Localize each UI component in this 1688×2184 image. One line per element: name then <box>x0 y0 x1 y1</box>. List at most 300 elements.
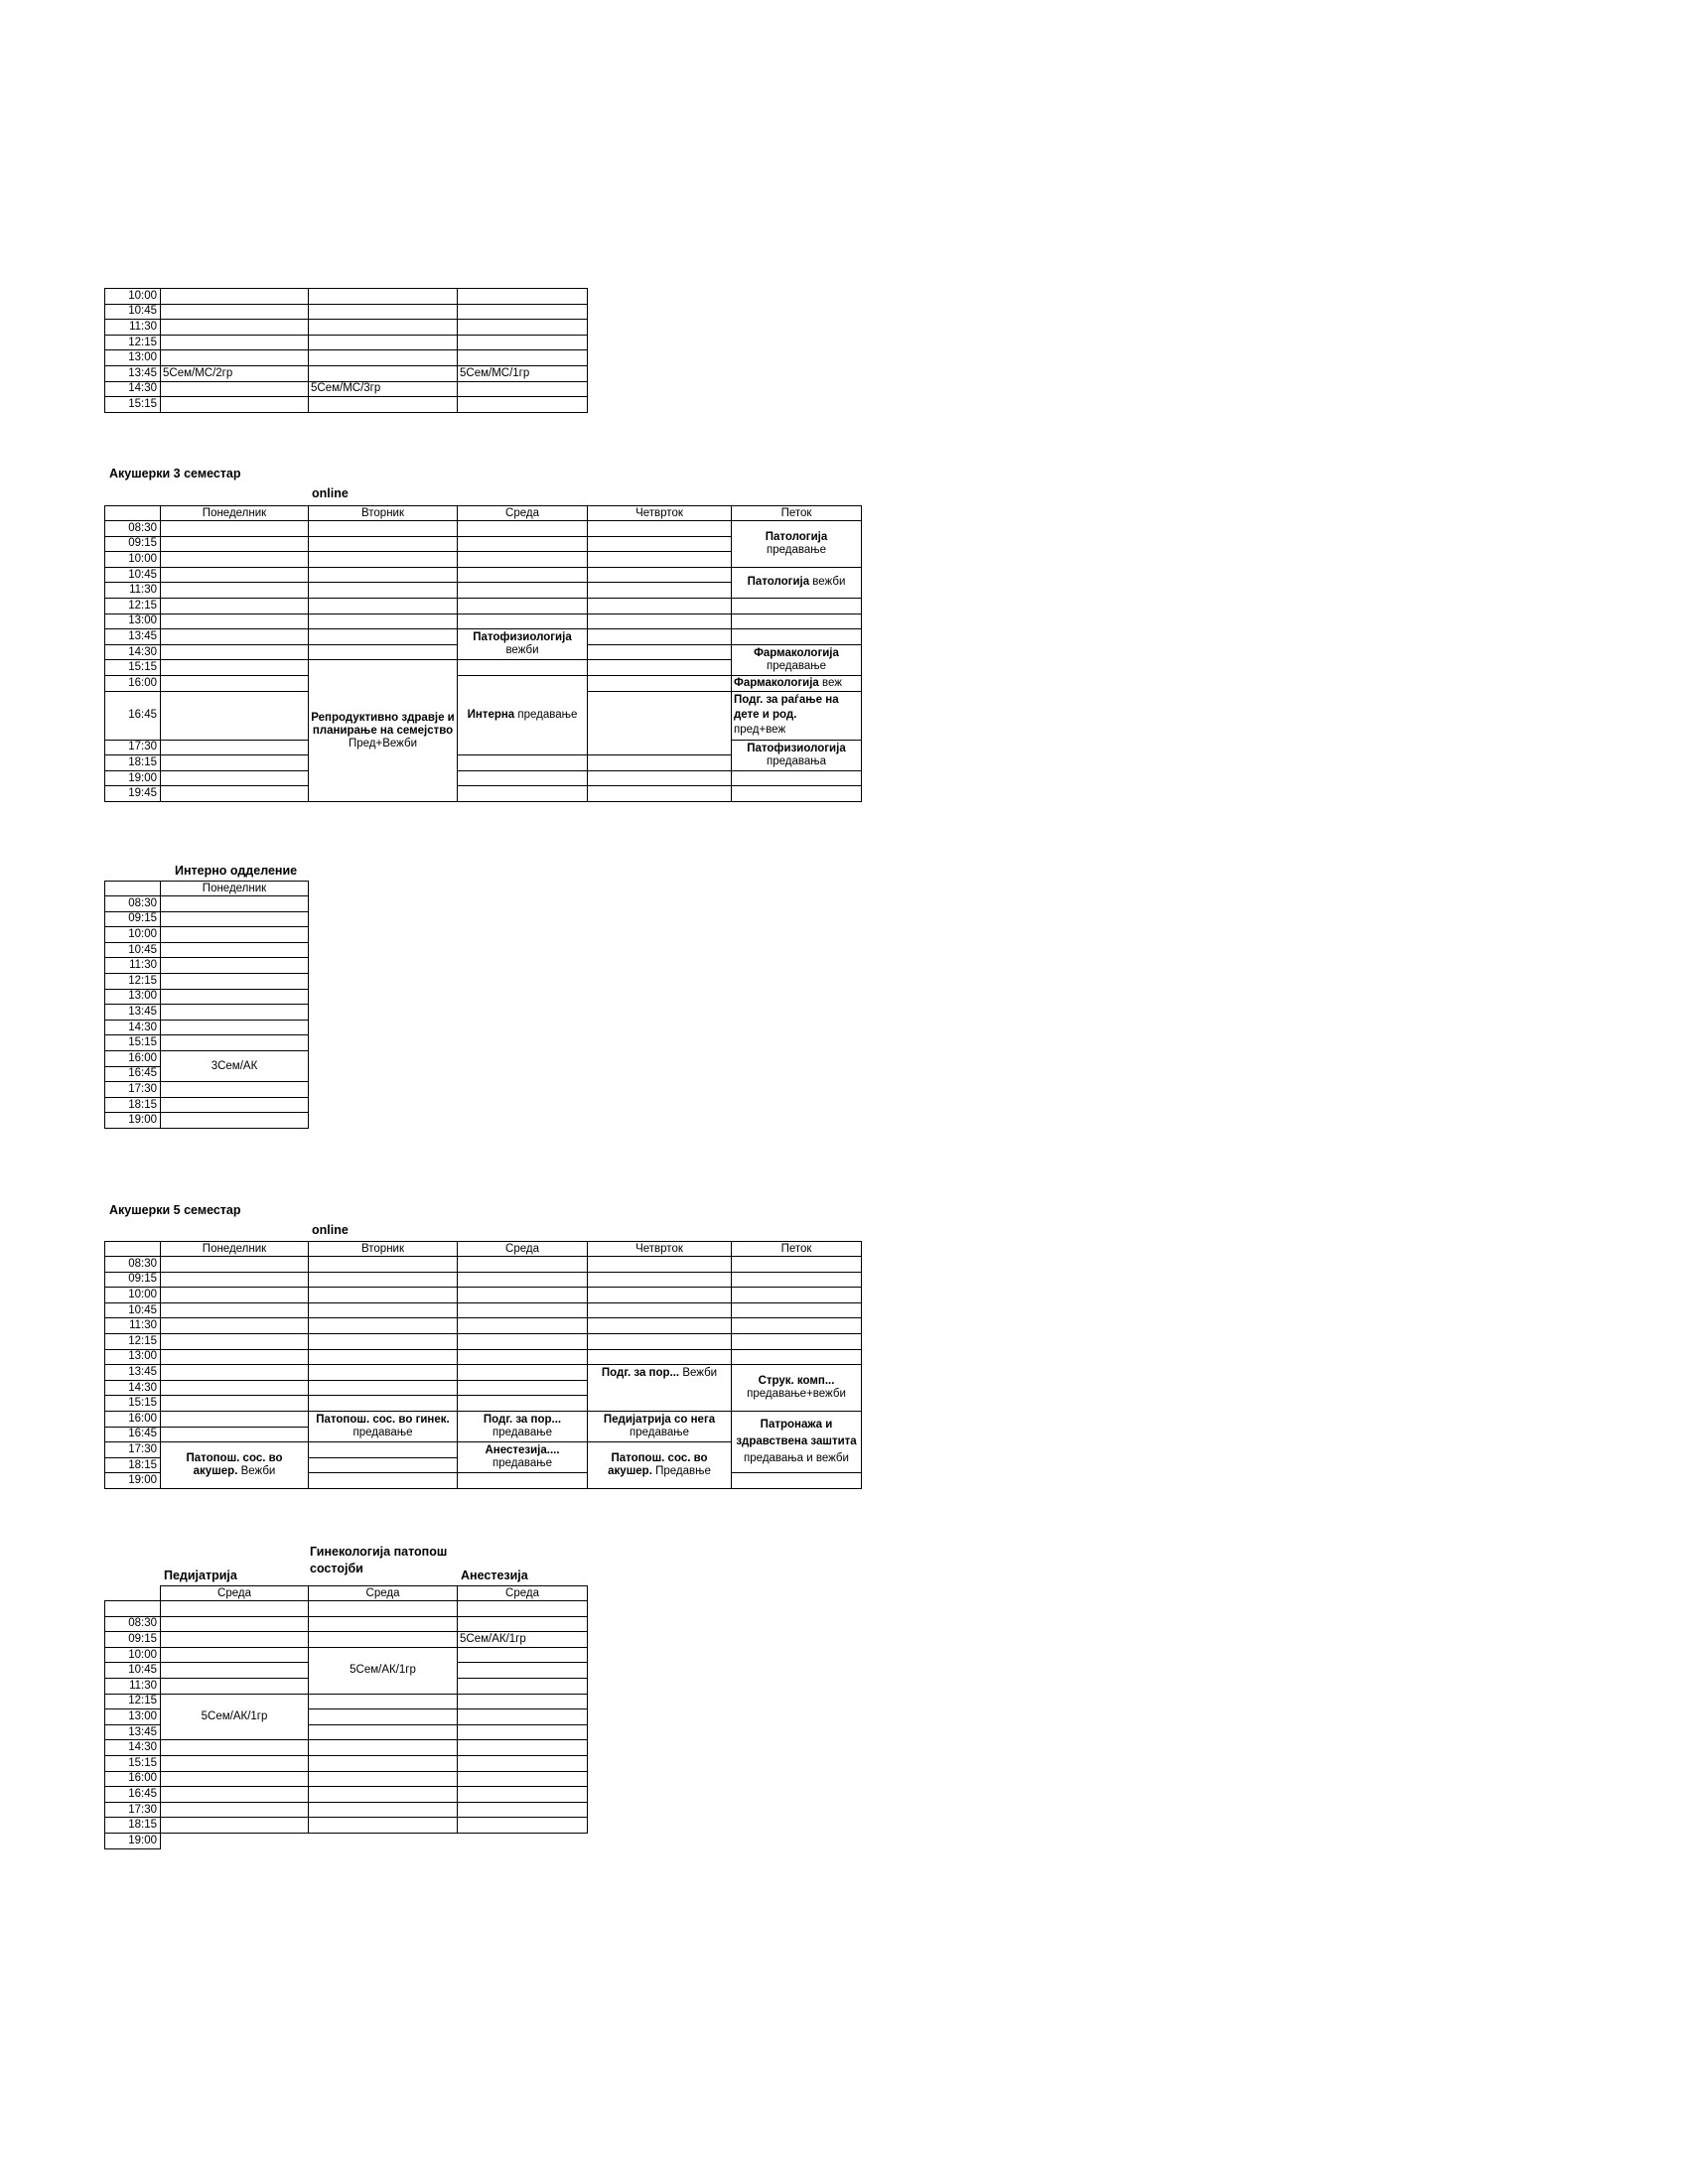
time-cell: 13:00 <box>105 1349 161 1365</box>
time-cell: 16:45 <box>105 1787 161 1803</box>
empty-cell <box>161 1678 309 1694</box>
empty-cell <box>458 1833 588 1848</box>
empty-cell <box>458 1396 588 1412</box>
table-row <box>105 989 309 1005</box>
empty-cell <box>309 320 458 336</box>
table-row <box>105 1050 309 1066</box>
empty-cell <box>161 1082 309 1098</box>
empty-cell <box>161 598 309 614</box>
time-cell: 11:30 <box>105 583 161 599</box>
time-cell: 13:45 <box>105 629 161 645</box>
class-name: Интерна <box>467 709 515 722</box>
empty-cell <box>309 1833 458 1848</box>
empty-cell <box>732 1333 862 1349</box>
class-cell <box>732 675 862 691</box>
table-row <box>105 942 309 958</box>
empty-cell <box>105 1601 161 1617</box>
table-row <box>105 1616 588 1632</box>
class-cell <box>309 660 458 802</box>
empty-cell <box>309 552 458 568</box>
table-row <box>105 1771 588 1787</box>
time-cell: 10:00 <box>105 289 161 305</box>
class-type: предавање <box>767 659 826 672</box>
time-cell: 18:15 <box>105 1457 161 1473</box>
empty-cell <box>161 1020 309 1035</box>
empty-cell <box>458 381 588 397</box>
empty-cell <box>309 1473 458 1489</box>
empty-cell <box>161 942 309 958</box>
empty-cell <box>458 1663 588 1679</box>
top-schedule-table <box>104 288 588 413</box>
empty-cell <box>588 521 732 537</box>
empty-cell <box>309 1333 458 1349</box>
class-type: предавање <box>767 543 826 556</box>
empty-cell <box>458 567 588 583</box>
time-cell: 11:30 <box>105 1678 161 1694</box>
class-cell <box>732 1365 862 1412</box>
day-header: Среда <box>458 1586 588 1601</box>
class-type: предавања <box>767 754 826 767</box>
empty-cell <box>458 1616 588 1632</box>
empty-cell <box>161 521 309 537</box>
empty-cell <box>732 1473 862 1489</box>
empty-cell <box>458 1349 588 1365</box>
empty-cell <box>161 583 309 599</box>
empty-cell <box>588 552 732 568</box>
class-name: Репродуктивно здравје и планирање на семејство <box>311 711 455 737</box>
empty-cell <box>458 1318 588 1334</box>
empty-cell <box>458 1365 588 1381</box>
empty-cell <box>588 644 732 660</box>
empty-cell <box>588 598 732 614</box>
empty-cell <box>309 1632 458 1648</box>
empty-cell <box>309 521 458 537</box>
empty-cell <box>161 644 309 660</box>
empty-cell <box>732 614 862 629</box>
empty-cell <box>309 536 458 552</box>
empty-cell <box>309 629 458 645</box>
empty-cell <box>309 304 458 320</box>
empty-cell <box>458 1333 588 1349</box>
class-cell <box>732 691 862 740</box>
time-cell: 13:45 <box>105 365 161 381</box>
empty-cell <box>161 1396 309 1412</box>
empty-cell <box>588 1272 732 1288</box>
empty-cell <box>458 1787 588 1803</box>
empty-cell <box>309 1272 458 1288</box>
time-cell: 11:30 <box>105 320 161 336</box>
table-row <box>105 1601 588 1617</box>
class-cell: 5Сем/АК/1гр <box>458 1632 588 1648</box>
class-cell: 5Сем/МС/3гр <box>309 381 458 397</box>
empty-cell <box>161 675 309 691</box>
sem3-title: Акушерки 3 семестар <box>109 467 241 480</box>
empty-cell <box>588 1257 732 1273</box>
time-cell: 11:30 <box>105 1318 161 1334</box>
empty-cell <box>458 1257 588 1273</box>
table-row <box>105 1787 588 1803</box>
empty-cell <box>458 1302 588 1318</box>
table-row <box>105 598 862 614</box>
empty-cell <box>458 1802 588 1818</box>
time-cell: 14:30 <box>105 644 161 660</box>
table-row <box>105 927 309 943</box>
time-cell: 16:00 <box>105 1771 161 1787</box>
time-cell: 16:00 <box>105 1411 161 1427</box>
time-cell: 16:45 <box>105 1427 161 1442</box>
time-cell: 17:30 <box>105 1442 161 1458</box>
table-row <box>105 896 309 912</box>
class-cell <box>732 521 862 568</box>
time-cell: 12:15 <box>105 598 161 614</box>
empty-cell <box>309 567 458 583</box>
table-row <box>105 1318 862 1334</box>
empty-cell <box>588 536 732 552</box>
empty-cell <box>161 770 309 786</box>
day-header: Среда <box>309 1586 458 1601</box>
time-cell: 19:00 <box>105 1113 161 1129</box>
table-row <box>105 381 588 397</box>
empty-cell <box>161 1601 309 1617</box>
empty-cell <box>732 629 862 645</box>
time-cell: 10:00 <box>105 927 161 943</box>
empty-cell <box>161 320 309 336</box>
table-row <box>105 320 588 336</box>
time-cell: 19:00 <box>105 1833 161 1848</box>
empty-cell <box>732 1257 862 1273</box>
empty-cell <box>458 1818 588 1834</box>
time-cell: 16:00 <box>105 1050 161 1066</box>
class-cell <box>458 675 588 754</box>
day-header: Среда <box>161 1586 309 1601</box>
bottom-col3-title: Анестезија <box>461 1569 528 1582</box>
sem5-title: Акушерки 5 семестар <box>109 1203 241 1217</box>
empty-cell <box>161 1272 309 1288</box>
class-cell <box>732 740 862 770</box>
time-cell: 09:15 <box>105 911 161 927</box>
table-row <box>105 1288 862 1303</box>
empty-cell <box>732 1272 862 1288</box>
empty-cell <box>161 304 309 320</box>
interno-title: Интерно одделение <box>175 864 298 878</box>
empty-cell <box>458 583 588 599</box>
empty-cell <box>161 536 309 552</box>
class-cell <box>458 1442 588 1473</box>
empty-cell <box>309 1755 458 1771</box>
empty-cell <box>588 675 732 691</box>
empty-cell <box>161 1333 309 1349</box>
empty-cell <box>161 1349 309 1365</box>
class-type: предавање <box>630 1427 689 1439</box>
empty-cell <box>161 614 309 629</box>
empty-cell <box>458 335 588 350</box>
table-row <box>105 1833 588 1848</box>
empty-cell <box>161 552 309 568</box>
time-cell: 17:30 <box>105 740 161 755</box>
empty-cell <box>732 1349 862 1365</box>
empty-cell <box>458 304 588 320</box>
empty-cell <box>309 1802 458 1818</box>
table-row <box>105 365 588 381</box>
empty-cell <box>309 335 458 350</box>
empty-cell <box>458 786 588 802</box>
class-type: предавања и вежби <box>744 1452 849 1465</box>
empty-cell <box>458 350 588 366</box>
bottom-col2-title: Гинекологија патопош состојби <box>310 1545 448 1575</box>
class-name: Патологија <box>747 576 810 589</box>
day-header: Петок <box>732 506 862 521</box>
empty-cell <box>309 1380 458 1396</box>
sem5-schedule-table <box>104 1241 862 1489</box>
empty-cell <box>458 755 588 771</box>
time-cell: 10:00 <box>105 1647 161 1663</box>
empty-cell <box>309 1302 458 1318</box>
table-row <box>105 1647 588 1663</box>
empty-cell <box>458 770 588 786</box>
time-cell: 18:15 <box>105 1818 161 1834</box>
empty-cell <box>161 289 309 305</box>
empty-cell <box>161 1035 309 1051</box>
empty-cell <box>588 660 732 676</box>
table-row <box>105 973 309 989</box>
class-name: Патронажа и здравствена заштита <box>736 1419 857 1448</box>
empty-cell <box>309 614 458 629</box>
empty-cell <box>458 1272 588 1288</box>
time-cell: 17:30 <box>105 1802 161 1818</box>
corner-cell <box>105 506 161 521</box>
empty-cell <box>458 397 588 413</box>
class-cell <box>458 1411 588 1441</box>
day-header: Вторник <box>309 1242 458 1257</box>
table-row <box>105 1818 588 1834</box>
class-name: Подг. за пор... <box>483 1414 562 1427</box>
empty-cell <box>309 397 458 413</box>
time-cell: 16:00 <box>105 675 161 691</box>
empty-cell <box>309 1601 458 1617</box>
table-row <box>105 958 309 974</box>
empty-cell <box>458 614 588 629</box>
empty-cell <box>161 1097 309 1113</box>
corner-cell <box>105 1242 161 1257</box>
empty-cell <box>309 1709 458 1725</box>
empty-cell <box>161 629 309 645</box>
time-cell: 19:00 <box>105 770 161 786</box>
class-type: предавање <box>514 709 578 722</box>
empty-cell <box>161 1755 309 1771</box>
table-row <box>105 1097 309 1113</box>
empty-cell <box>732 1318 862 1334</box>
empty-cell <box>161 397 309 413</box>
class-type: Вежби <box>237 1465 276 1478</box>
empty-cell <box>309 1787 458 1803</box>
empty-cell <box>161 1302 309 1318</box>
sem5-online-label: online <box>312 1223 349 1237</box>
empty-cell <box>309 365 458 381</box>
class-type: предавање <box>352 1427 413 1439</box>
day-header: Вторник <box>309 506 458 521</box>
empty-cell <box>161 335 309 350</box>
class-name: Патопош. сос. во акушер. <box>186 1452 283 1478</box>
empty-cell <box>732 598 862 614</box>
empty-cell <box>458 1694 588 1709</box>
day-header: Среда <box>458 1242 588 1257</box>
empty-cell <box>161 1005 309 1021</box>
time-cell: 13:00 <box>105 989 161 1005</box>
empty-cell <box>458 320 588 336</box>
time-cell: 14:30 <box>105 1380 161 1396</box>
corner-cell <box>105 882 161 896</box>
table-row <box>105 567 862 583</box>
time-cell: 10:45 <box>105 1302 161 1318</box>
day-header: Понеделник <box>161 882 309 896</box>
time-cell: 15:15 <box>105 1396 161 1412</box>
empty-cell <box>588 786 732 802</box>
empty-cell <box>458 1601 588 1617</box>
empty-cell <box>458 289 588 305</box>
empty-cell <box>458 1709 588 1725</box>
day-header: Четврток <box>588 506 732 521</box>
table-row <box>105 614 862 629</box>
time-cell: 13:45 <box>105 1724 161 1740</box>
empty-cell <box>161 1663 309 1679</box>
time-cell: 14:30 <box>105 1020 161 1035</box>
empty-cell <box>309 1818 458 1834</box>
table-row <box>105 397 588 413</box>
empty-cell <box>161 1616 309 1632</box>
table-row <box>105 1302 862 1318</box>
table-row <box>105 911 309 927</box>
class-name: Фармакологија <box>754 646 839 659</box>
table-row <box>105 1411 862 1427</box>
empty-cell <box>458 521 588 537</box>
table-row <box>105 1272 862 1288</box>
time-cell: 10:45 <box>105 304 161 320</box>
class-name: Патопош. сос. во акушер. <box>608 1452 708 1478</box>
empty-cell <box>588 1318 732 1334</box>
table-row <box>105 1740 588 1756</box>
class-cell <box>588 1365 732 1412</box>
empty-cell <box>458 1755 588 1771</box>
empty-cell <box>309 1724 458 1740</box>
time-cell: 13:45 <box>105 1365 161 1381</box>
empty-cell <box>588 567 732 583</box>
table-row <box>105 1349 862 1365</box>
day-header: Среда <box>458 506 588 521</box>
time-cell: 09:15 <box>105 536 161 552</box>
empty-cell <box>161 1318 309 1334</box>
time-cell: 15:15 <box>105 397 161 413</box>
empty-cell <box>161 786 309 802</box>
empty-cell <box>588 770 732 786</box>
empty-cell <box>588 1349 732 1365</box>
time-cell: 19:45 <box>105 786 161 802</box>
time-cell: 10:45 <box>105 1663 161 1679</box>
time-cell: 13:00 <box>105 1709 161 1725</box>
interno-schedule-table <box>104 881 309 1129</box>
time-cell: 09:15 <box>105 1632 161 1648</box>
table-row <box>105 1257 862 1273</box>
empty-cell <box>458 1678 588 1694</box>
class-name: Фармакологија <box>734 676 819 689</box>
time-cell: 08:30 <box>105 521 161 537</box>
time-cell: 08:30 <box>105 1616 161 1632</box>
class-cell <box>458 629 588 660</box>
table-row <box>105 1365 862 1381</box>
empty-cell <box>161 1632 309 1648</box>
empty-cell <box>588 614 732 629</box>
table-row <box>105 1632 588 1648</box>
empty-cell <box>588 629 732 645</box>
table-row <box>105 304 588 320</box>
table-header-row <box>105 1242 862 1257</box>
empty-cell <box>732 770 862 786</box>
corner-cell <box>105 1586 161 1601</box>
day-header: Понеделник <box>161 506 309 521</box>
time-cell: 16:45 <box>105 691 161 740</box>
empty-cell <box>309 1616 458 1632</box>
table-row <box>105 1035 309 1051</box>
class-cell <box>732 567 862 598</box>
class-cell: 5Сем/МС/1гр <box>458 365 588 381</box>
class-name: Анестезија.... <box>485 1444 560 1457</box>
empty-cell <box>458 552 588 568</box>
class-cell <box>161 1442 309 1489</box>
time-cell: 10:00 <box>105 1288 161 1303</box>
empty-cell <box>309 1442 458 1458</box>
class-cell: 5Сем/АК/1гр <box>309 1647 458 1694</box>
empty-cell <box>161 1740 309 1756</box>
class-name: Педијатрија со нега <box>603 1414 716 1427</box>
class-type: веж <box>818 676 842 689</box>
table-row <box>105 289 588 305</box>
class-name: Патофизиологија <box>747 742 846 754</box>
class-type: пред+веж <box>734 724 786 737</box>
empty-cell <box>161 567 309 583</box>
time-cell: 15:15 <box>105 1035 161 1051</box>
day-header: Петок <box>732 1242 862 1257</box>
empty-cell <box>458 660 588 676</box>
table-row <box>105 1005 309 1021</box>
empty-cell <box>161 1113 309 1129</box>
table-row <box>105 1020 309 1035</box>
empty-cell <box>161 1787 309 1803</box>
empty-cell <box>309 1457 458 1473</box>
bottom-col1-title: Педијатрија <box>164 1569 237 1582</box>
table-row <box>105 1694 588 1709</box>
class-type: Вежби <box>679 1367 718 1380</box>
empty-cell <box>309 289 458 305</box>
empty-cell <box>588 583 732 599</box>
table-row <box>105 521 862 537</box>
time-cell: 14:30 <box>105 1740 161 1756</box>
empty-cell <box>458 1473 588 1489</box>
empty-cell <box>588 1333 732 1349</box>
class-name: Патофизиологија <box>473 631 572 644</box>
time-cell: 08:30 <box>105 1257 161 1273</box>
sem3-online-label: online <box>312 486 349 500</box>
sem3-schedule-table <box>104 505 862 802</box>
empty-cell <box>732 1288 862 1303</box>
time-cell: 12:15 <box>105 1694 161 1709</box>
empty-cell <box>309 644 458 660</box>
empty-cell <box>309 1288 458 1303</box>
empty-cell <box>458 1740 588 1756</box>
table-header-row <box>105 882 309 896</box>
empty-cell <box>309 583 458 599</box>
empty-cell <box>588 755 732 771</box>
time-cell: 09:15 <box>105 1272 161 1288</box>
class-name: Подг. за раѓање на дете и род. <box>734 694 839 722</box>
